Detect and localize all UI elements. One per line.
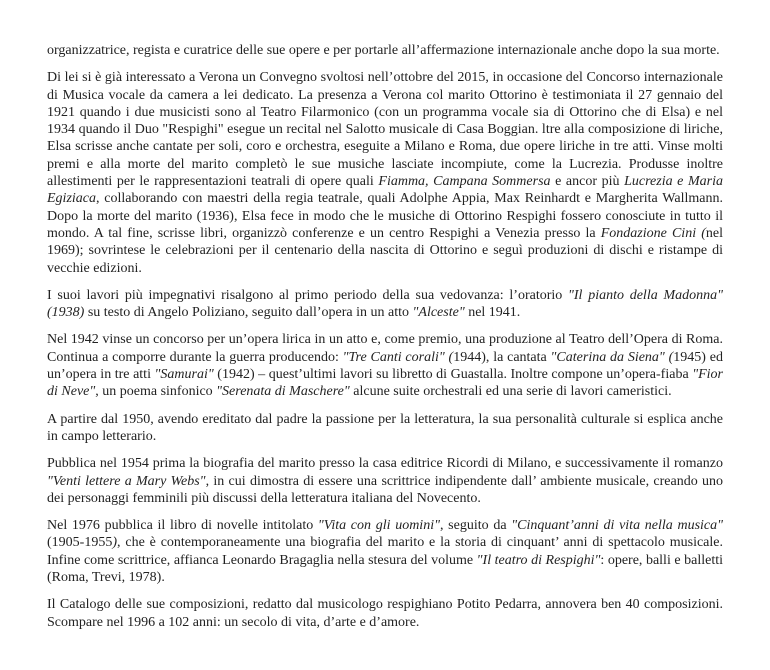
text-run: , collaborando con maestri della regia teatrale, quali Adolphe Appia, Max Reinhardt e Margherita Wallmann. Dopo la morte del marito (1936), Elsa fece in modo che le musiche di Ottorino Respighi fossero conosciute in tutto il mondo. A tal fine, scrisse libri, organizzò conferenze e un centro Respighi a Venezia presso la bbox=[47, 191, 723, 241]
text-run: Il Catalogo delle sue composizioni, redatto dal musicologo respighiano Potito Pedarra, annovera ben 40 composizioni. Scompare nel 1996 a 102 anni: un secolo di vita, d’arte e d’amore. bbox=[47, 597, 723, 630]
paragraph bbox=[47, 287, 723, 322]
text-run: alcune suite orchestrali ed una serie di lavori cameristici. bbox=[349, 384, 672, 400]
paragraph bbox=[47, 42, 723, 59]
italic-text-run: "Cinquant’anni di vita nella musica" bbox=[511, 518, 724, 534]
italic-text-run: Lucrezia e Maria Egiziaca bbox=[47, 174, 723, 207]
italic-text-run: "Il teatro di Respighi" bbox=[476, 552, 601, 568]
italic-text-run: "Fior di Neve" bbox=[47, 367, 723, 400]
italic-text-run: "Tre Canti corali" ( bbox=[342, 349, 454, 365]
text-run: Nel 1942 vinse un concorso per un’opera lirica in un atto e, come premio, una produzione al Teatro dell’Opera di Roma. Continua a comporre durante la guerra producendo: bbox=[47, 332, 723, 365]
text-run: 1944), la cantata bbox=[453, 349, 551, 365]
italic-text-run: "Vita con gli uomini" bbox=[317, 518, 440, 534]
text-run: Pubblica nel 1954 prima la biografia del marito presso la casa editrice Ricordi di Milano, e successivamente il romanzo bbox=[47, 456, 723, 472]
text-run: I suoi lavori più impegnativi risalgono al primo periodo della sua vedovanza: l’oratorio bbox=[47, 287, 569, 303]
italic-text-run: "Caterina da Siena" ( bbox=[550, 349, 674, 365]
text-run: , in cui dimostra di essere una scrittrice indipendente dall’ ambiente musicale, creando uno dei personaggi femminili più discussi della letteratura italiana del Novecento. bbox=[47, 473, 724, 506]
text-run: : opere, balli e balletti (Roma, Trevi, 1978). bbox=[47, 552, 723, 586]
article-text-block bbox=[47, 42, 723, 641]
text-run: (1905-1955 bbox=[47, 535, 113, 551]
text-run: nel 1941. bbox=[464, 305, 521, 321]
italic-text-run: "Alceste" bbox=[412, 305, 465, 321]
text-run: e ancor più bbox=[550, 174, 625, 190]
paragraph bbox=[47, 455, 723, 507]
text-run: (1942) – quest’ultimi lavori su libretto di Guastalla. Inoltre compone un’opera-fiaba bbox=[213, 367, 693, 383]
italic-text-run: "Il pianto della Madonna" (1938) bbox=[47, 287, 723, 321]
text-run: 1945) ed un’opera in tre atti bbox=[47, 349, 723, 383]
text-run: , un poema sinfonico bbox=[95, 384, 217, 400]
text-run: A partire dal 1950, avendo ereditato dal padre la passione per la letteratura, la sua personalità culturale si esplica anche in campo letterario. bbox=[47, 411, 723, 444]
italic-text-run: ) bbox=[112, 535, 117, 551]
text-run: su testo di Angelo Poliziano, seguito dall’opera in un atto bbox=[84, 305, 413, 321]
italic-text-run: Fiamma, Campana Sommersa bbox=[378, 174, 551, 190]
text-run: Di lei si è già interessato a Verona un Convegno svoltosi nell’ottobre del 2015, in occasione del Concorso internazionale di Musica vocale da camera a lei dedicato. La presenza a Verona col marito Ottorino è testimoniata il 27 gennaio del 1921 quando i due musicisti sono al Teatro Filarmonico (con un programma vocale sia di Ottorino che di Elsa) e nel 1934 quando il Duo "Respighi" esegue un recital nel Salotto musicale di Casa Boggian. ltre alla composizione di liriche, Elsa scrisse anche cantate per soli, coro e orchestra, eseguite a Milano e Roma, due opere liriche in tre atti. Vinse molti premi e alla morte del marito completò le sue musiche lasciate incompiute, come la Lucrezia. Produsse inoltre allestimenti per le rappresentazioni teatrali di opere quali bbox=[47, 70, 723, 190]
paragraph bbox=[47, 331, 723, 400]
text-run: Nel 1976 pubblica il libro di novelle intitolato bbox=[47, 518, 318, 534]
paragraph bbox=[47, 517, 723, 586]
text-run: organizzatrice, regista e curatrice delle sue opere e per portarle all’affermazione internazionale anche dopo la sua morte. bbox=[47, 43, 720, 58]
paragraph bbox=[47, 69, 723, 277]
italic-text-run: Fondazione Cini ( bbox=[600, 225, 706, 241]
text-run: , che è contemporaneamente una biografia del marito e la storia di cinquant’ anni di spettacolo musicale. Infine come scrittrice, affianca Leonardo Bragaglia nella stesura del volume bbox=[47, 535, 723, 568]
text-run: , seguito da bbox=[439, 518, 512, 534]
paragraph bbox=[47, 411, 723, 446]
italic-text-run: "Serenata di Maschere" bbox=[216, 384, 350, 400]
paragraph bbox=[47, 596, 723, 631]
text-run: nel 1969); sovrintese le celebrazioni per il centenario della nascita di Ottorino e seguì produzioni di dischi e ristampe di vecchie edizioni. bbox=[47, 225, 723, 276]
italic-text-run: "Samurai" bbox=[154, 367, 214, 383]
italic-text-run: "Venti lettere a Mary Webs" bbox=[47, 473, 206, 489]
